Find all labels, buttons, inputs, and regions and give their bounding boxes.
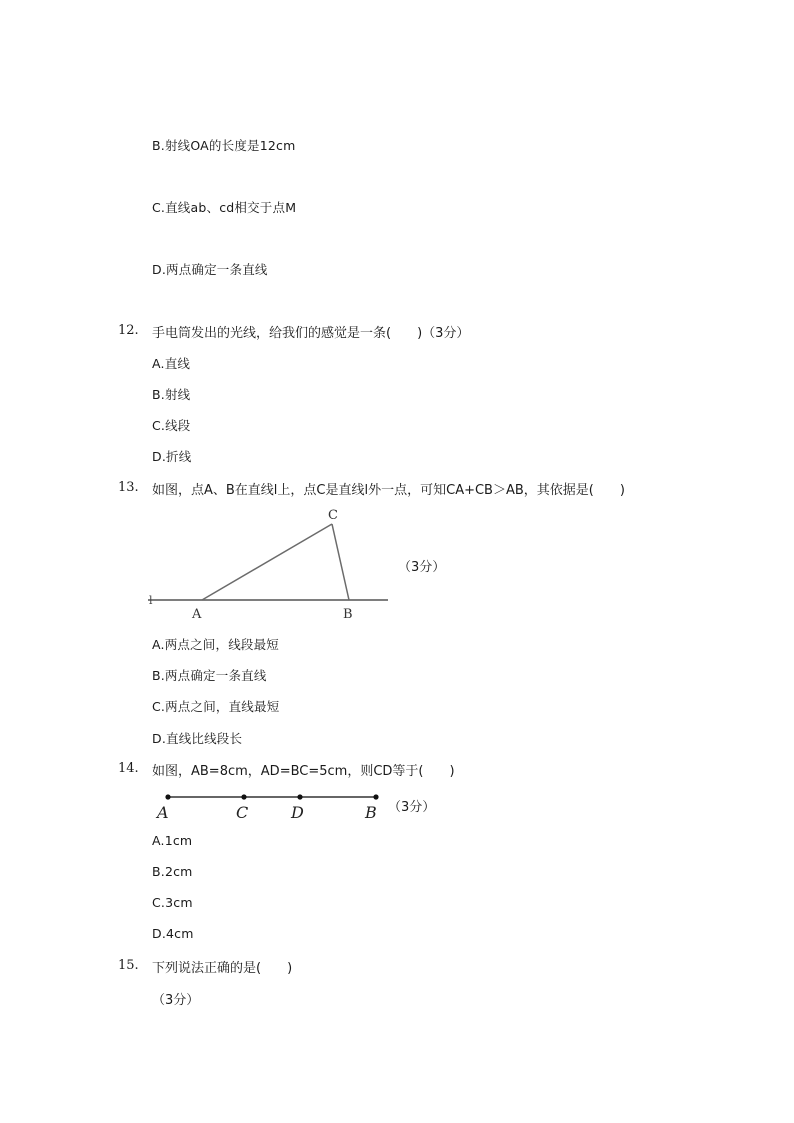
- label-point-b: B: [343, 607, 353, 622]
- q11-option-d[interactable]: D.两点确定一条直线: [152, 262, 268, 277]
- q13-option-b[interactable]: B.两点确定一条直线: [152, 668, 267, 683]
- point-d-dot: [297, 794, 302, 799]
- q14-text: 如图，AB=8cm，AD=BC=5cm，则CD等于( ): [152, 764, 455, 779]
- q11-option-b[interactable]: B.射线OA的长度是12cm: [152, 138, 296, 153]
- point-b-dot: [373, 794, 378, 799]
- q13-score: （3分）: [398, 560, 446, 575]
- label-point-a: A: [192, 607, 202, 622]
- point-c-dot: [241, 794, 246, 799]
- q12-option-d[interactable]: D.折线: [152, 449, 192, 464]
- label-line-l: l: [149, 594, 153, 607]
- q11-option-c[interactable]: C.直线ab、cd相交于点M: [152, 200, 297, 215]
- label-point-d: D: [291, 803, 304, 822]
- label-point-a: A: [157, 803, 169, 822]
- label-point-c: C: [236, 803, 249, 822]
- q13-text: 如图，点A、B在直线l上，点C是直线l外一点，可知CA+CB＞AB，其依据是( ): [152, 483, 625, 498]
- point-a-dot: [165, 794, 170, 799]
- q14-score: （3分）: [388, 800, 436, 815]
- q12-text: 手电筒发出的光线，给我们的感觉是一条( )（3分）: [152, 326, 470, 341]
- q14-option-b[interactable]: B.2cm: [152, 864, 193, 879]
- q15-number: 15.: [118, 958, 139, 973]
- q12-number: 12.: [118, 323, 139, 338]
- q13-option-a[interactable]: A.两点之间，线段最短: [152, 637, 280, 652]
- label-point-c: C: [328, 508, 338, 523]
- q14-option-a[interactable]: A.1cm: [152, 833, 193, 848]
- q15-score: （3分）: [152, 993, 200, 1008]
- q15-text: 下列说法正确的是( ): [152, 961, 293, 976]
- q12-option-c[interactable]: C.线段: [152, 418, 191, 433]
- q14-option-c[interactable]: C.3cm: [152, 895, 193, 910]
- q14-number: 14.: [118, 761, 139, 776]
- q13-option-d[interactable]: D.直线比线段长: [152, 731, 243, 746]
- q12-option-a[interactable]: A.直线: [152, 356, 191, 371]
- q14-option-d[interactable]: D.4cm: [152, 926, 194, 941]
- q12-option-b[interactable]: B.射线: [152, 387, 191, 402]
- q13-number: 13.: [118, 480, 139, 495]
- q13-option-c[interactable]: C.两点之间，直线最短: [152, 699, 280, 714]
- label-point-b: B: [365, 803, 377, 822]
